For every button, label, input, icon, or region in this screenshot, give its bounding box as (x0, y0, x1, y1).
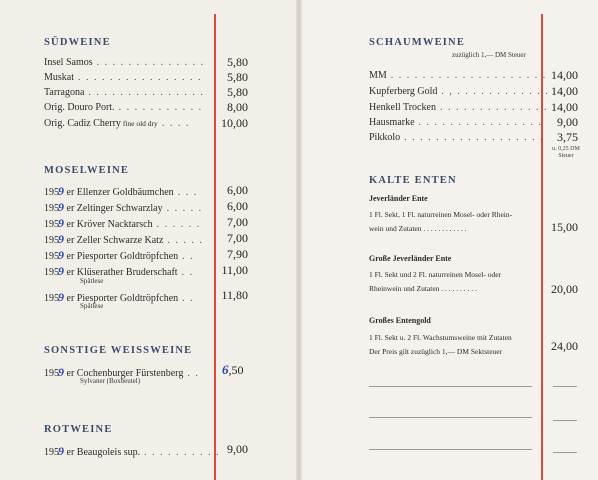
menu-item: 1959 er Zeltinger Schwarzlay . . . . . (44, 200, 203, 214)
item-price: 15,00 (551, 220, 578, 234)
item-price: 7,00 (227, 231, 248, 245)
menu-item: Muskat . . . . . . . . . . . . . . . . (44, 72, 202, 83)
item-price: 6,50 (222, 362, 244, 377)
menu-item: 1959 er Piesporter Goldtröpfchen . . (44, 290, 195, 304)
menu-item: Insel Samos . . . . . . . . . . . . . . (44, 57, 205, 68)
blank-line (369, 449, 532, 450)
menu-item: 1959 er Klüserather Bruderschaft . . (44, 264, 194, 278)
item-subtitle: Spätlese (80, 277, 104, 285)
menu-item: Orig. Cadiz Cherry fine old dry . . . . (44, 118, 190, 129)
heading-schaumweine: SCHAUMWEINE (369, 37, 466, 48)
item-description: 1 Fl. Sekt und 2 Fl. naturreinen Mosel- oder (369, 270, 502, 279)
item-price: 8,00 (227, 100, 248, 114)
item-subtitle: Sylvaner (Boxbeutel) (80, 377, 141, 385)
item-price: 20,00 (551, 282, 578, 296)
heading-suedweine: SÜDWEINE (44, 37, 111, 48)
menu-item: Kupferberg Gold . , . . . . . . . . . . . . (369, 86, 550, 97)
tax-note: zuzüglich 1,— DM Steuer (452, 51, 526, 59)
item-price: 5,80 (227, 85, 248, 99)
page-fold (296, 0, 302, 480)
item-title: Großes Entengold (369, 316, 431, 325)
blank-price-line (553, 420, 577, 421)
blank-line (369, 386, 532, 387)
item-price: 11,80 (221, 288, 248, 302)
item-price: 5,80 (227, 55, 248, 69)
menu-item: 1959 er Ellenzer Goldbäumchen . . . (44, 184, 198, 198)
menu-item: 1959 er Beaugoleis sup. . . . . . . . . . . (44, 444, 221, 458)
item-price: 24,00 (551, 339, 578, 353)
menu-item: Hausmarke . . . . . . . . . . . . . . . . (369, 117, 543, 128)
blank-price-line (553, 386, 577, 387)
item-price: 7,90 (227, 247, 248, 261)
blank-line (369, 417, 532, 418)
right-red-rule (541, 14, 543, 480)
item-price: 6,00 (227, 183, 248, 197)
menu-item: Henkell Trocken . . . . . . . . . . . . . . (369, 102, 548, 113)
item-description: wein und Zutaten . . . . . . . . . . . . (369, 224, 467, 233)
item-subtitle: Spätlese (80, 302, 104, 310)
heading-kalte-enten: KALTE ENTEN (369, 175, 457, 186)
pikkolo-tax-note: u. 0,25 DM Steuer (552, 146, 580, 159)
item-description: Rheinwein und Zutaten . . . . . . . . . . (369, 284, 477, 293)
heading-sonstige-weissweine: SONSTIGE WEISSWEINE (44, 345, 193, 356)
menu-item: 1959 er Piesporter Goldtröpfchen . . (44, 248, 195, 262)
menu-item: Pikkolo . . . . . . . . . . . . . . . . . . (369, 132, 545, 143)
menu-item: 1959 er Cochenburger Fürstenberg . . (44, 365, 200, 379)
heading-moselweine: MOSELWEINE (44, 165, 130, 176)
item-description: 1 Fl. Sekt, 1 Fl. naturreinen Mosel- oder Rhein- (369, 210, 513, 219)
item-price: 11,00 (221, 263, 248, 277)
item-price: 7,00 (227, 215, 248, 229)
item-price: 9,00 (227, 442, 248, 456)
item-description: Der Preis gilt zuzüglich 1,— DM Sektsteuer (369, 347, 503, 356)
menu-item: MM . . . . . . . . . . . . . . . . . . . . (369, 70, 547, 81)
menu-item: 1959 er Zeller Schwarze Katz . . . . . (44, 232, 204, 246)
heading-rotweine: ROTWEINE (44, 424, 113, 435)
item-price: 3,75 (557, 130, 578, 144)
item-price: 10,00 (221, 116, 248, 130)
item-price: 9,00 (557, 115, 578, 129)
menu-item: 1959 er Kröver Nacktarsch . . . . . . (44, 216, 201, 230)
menu-item: Orig. Douro Port. . . . . . . . . . . . (44, 102, 203, 113)
blank-price-line (553, 452, 577, 453)
menu-item: Tarragona . . . . . . . . . . . . . . . (44, 87, 205, 98)
item-price: 5,80 (227, 70, 248, 84)
item-price: 14,00 (551, 68, 578, 82)
item-description: 1 Fl. Sekt u. 2 Fl. Wachstumsweine mit Zutaten (369, 333, 512, 342)
item-price: 14,00 (551, 100, 578, 114)
item-price: 14,00 (551, 84, 578, 98)
item-price: 6,00 (227, 199, 248, 213)
left-red-rule (214, 14, 216, 480)
item-title: Jeverländer Ente (369, 194, 428, 203)
item-title: Große Jeverländer Ente (369, 254, 452, 263)
